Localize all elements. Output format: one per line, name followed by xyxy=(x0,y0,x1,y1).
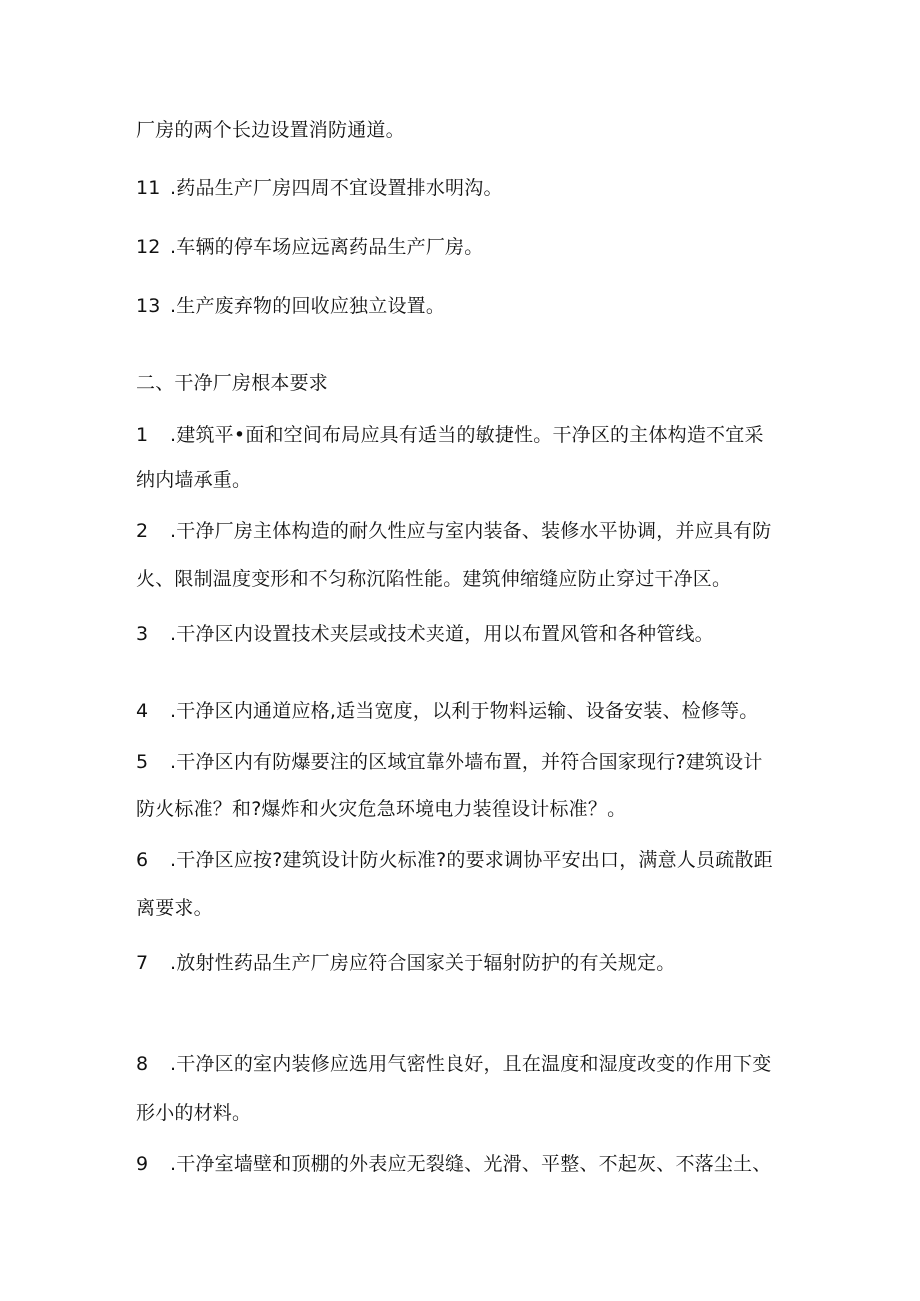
item-number: 12 xyxy=(136,236,161,258)
line-text: 火、限制温度变形和不匀称沉陷性能。建筑伸缩缝应防止穿过干净区。 xyxy=(136,568,732,590)
line-text: .干净厂房主体构造的耐久性应与室内装备、装修水平协调，并应具有防 xyxy=(170,520,772,542)
list-item-11 xyxy=(136,175,836,201)
item-number: 7 xyxy=(136,952,149,974)
line-text: .干净区内有防爆要注的区域宜靠外墙布置，并符合国家现行?建筑设计 xyxy=(170,751,763,773)
list-item-13 xyxy=(136,293,836,319)
line-text: .干净区应按?建筑设计防火标准?的要求调协平安出口，满意人员疏散距 xyxy=(170,849,773,871)
list-item-12 xyxy=(136,234,836,260)
item-number: 2 xyxy=(136,520,149,542)
list-item-9 xyxy=(136,1151,836,1177)
list-item-6 xyxy=(136,847,836,873)
item-number: 3 xyxy=(136,623,149,645)
list-item-1 xyxy=(136,422,836,448)
line-text: .干净室墙壁和顶棚的外表应无裂缝、光滑、平整、不起灰、不落尘土、 xyxy=(170,1153,772,1175)
text-line-continuation xyxy=(136,467,836,493)
text-line-continuation xyxy=(136,1100,836,1126)
line-text: .干净区内设置技术夹层或技术夹道，用以布置风管和各种管线。 xyxy=(170,623,714,645)
item-number: 5 xyxy=(136,751,149,773)
list-item-8 xyxy=(136,1051,836,1077)
line-text: .放射性药品生产厂房应符合国家关于辐射防护的有关规定。 xyxy=(170,952,676,974)
list-item-4 xyxy=(136,698,836,724)
line-text: .生产废弃物的回收应独立设置。 xyxy=(170,295,446,317)
list-item-5 xyxy=(136,749,836,775)
item-number: 13 xyxy=(136,295,161,317)
line-text: .药品生产厂房四周不宜设置排水明沟。 xyxy=(170,177,503,199)
text-line-continuation xyxy=(136,796,836,822)
item-number: 11 xyxy=(136,177,161,199)
line-text: .车辆的停车场应远离药品生产厂房。 xyxy=(170,236,484,258)
text-line-continuation xyxy=(136,566,836,592)
line-text: 形小的材料。 xyxy=(136,1102,252,1124)
line-text: .干净区内通道应格,适当宽度，以利于物料运输、设备安装、检修等。 xyxy=(170,700,759,722)
text-line-continuation xyxy=(136,895,836,921)
list-item-2 xyxy=(136,518,836,544)
item-number: 8 xyxy=(136,1053,149,1075)
item-number: 4 xyxy=(136,700,149,722)
list-item-7 xyxy=(136,950,836,976)
line-text: .干净区的室内装修应选用气密性良好，且在温度和湿度改变的作用下变 xyxy=(170,1053,772,1075)
line-text: 纳内墙承重。 xyxy=(136,469,252,491)
text-line xyxy=(136,117,836,143)
list-item-3 xyxy=(136,621,836,647)
line-text: 防火标准？和?爆炸和火灾危急环境电力装徨设计标准？。 xyxy=(136,798,627,820)
item-number: 9 xyxy=(136,1153,149,1175)
item-number: 1 xyxy=(136,424,149,446)
item-number: 6 xyxy=(136,849,149,871)
heading-text: 二、干净厂房根本要求 xyxy=(136,372,329,394)
line-text: 厂房的两个长边设置消防通道。 xyxy=(136,119,405,141)
line-text: .建筑平•面和空间布局应具有适当的敏捷性。干净区的主体构造不宜采 xyxy=(170,424,764,446)
section-heading xyxy=(136,370,836,396)
line-text: 离要求。 xyxy=(136,897,213,919)
